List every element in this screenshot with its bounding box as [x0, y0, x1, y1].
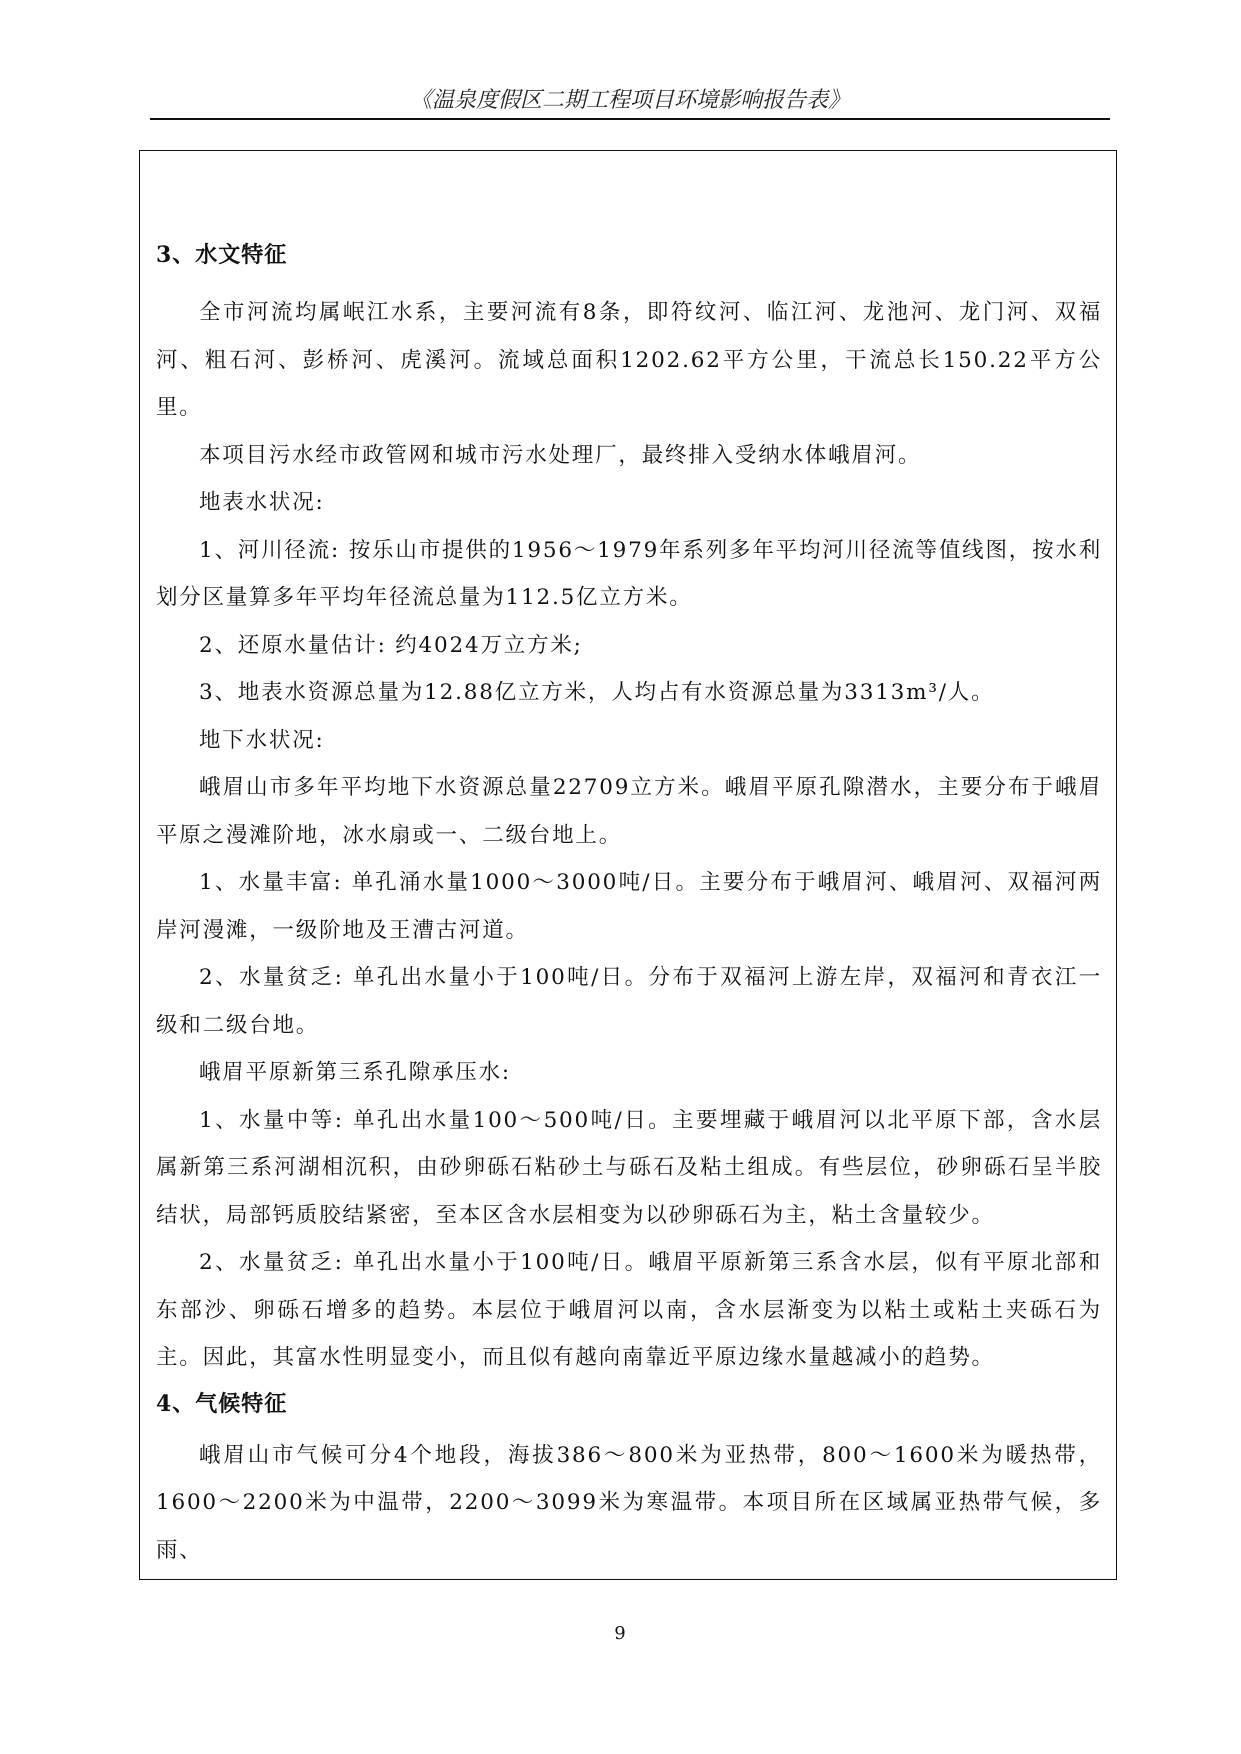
paragraph: 1、水量中等: 单孔出水量100～500吨/日。主要埋藏于峨眉河以北平原下部，含水层属新第三系河湖相沉积，由砂卵砾石粘砂土与砾石及粘土组成。有些层位，砂卵砾石呈半胶结状，局部钙质胶结紧密，至本区含水层相变为以砂卵砾石为主，粘土含量较少。 [156, 1107, 1102, 1228]
paragraph: 峨眉山市多年平均地下水资源总量22709立方米。峨眉平原孔隙潜水，主要分布于峨眉平原之漫滩阶地，冰水扇或一、二级台地上。 [156, 775, 1102, 848]
paragraph: 全市河流均属岷江水系，主要河流有8条，即符纹河、临江河、龙池河、龙门河、双福河、粗石河、彭桥河、虎溪河。流域总面积1202.62平方公里，干流总长150.22平方公里。 [156, 300, 1102, 420]
content-frame [139, 150, 1117, 1580]
paragraph-subheading: 地下水状况: [199, 727, 325, 753]
section-heading-hydrology: 3、水文特征 [156, 242, 288, 268]
paragraph: 3、地表水资源总量为12.88亿立方米，人均占有水资源总量为3313m³/人。 [199, 680, 995, 705]
document-header-title: 《温泉度假区二期工程项目环境影响报告表》 [409, 88, 850, 113]
paragraph-subheading: 峨眉平原新第三系孔隙承压水: [199, 1060, 511, 1085]
paragraph: 2、水量贫乏: 单孔出水量小于100吨/日。分布于双福河上游左岸，双福河和青衣江一级和二级台地。 [156, 965, 1102, 1038]
paragraph: 1、水量丰富: 单孔涌水量1000～3000吨/日。主要分布于峨眉河、峨眉河、双福河两岸河漫滩，一级阶地及王漕古河道。 [156, 870, 1102, 943]
content-body [156, 239, 1102, 1574]
paragraph: 峨眉山市气候可分4个地段，海拔386～800米为亚热带，800～1600米为暖热带，1600～2200米为中温带，2200～3099米为寒温带。本项目所在区域属亚热带气候，多雨、 [156, 1442, 1102, 1563]
section-heading-climate: 4、气候特征 [156, 1390, 288, 1417]
paragraph: 2、水量贫乏: 单孔出水量小于100吨/日。峨眉平原新第三系含水层，似有平原北部和东部沙、卵砾石增多的趋势。本层位于峨眉河以南，含水层渐变为以粘土或粘土夹砾石为主。因此，其富水性明显变小，而且似有越向南靠近平原边缘水量越减小的趋势。 [156, 1250, 1102, 1370]
page-number: 9 [614, 1623, 626, 1644]
header-divider [150, 118, 1110, 120]
paragraph-subheading: 地表水状况: [199, 490, 325, 515]
paragraph: 本项目污水经市政管网和城市污水处理厂，最终排入受纳水体峨眉河。 [199, 442, 922, 468]
paragraph: 2、还原水量估计: 约4024万立方米; [199, 632, 583, 658]
paragraph: 1、河川径流: 按乐山市提供的1956～1979年系列多年平均河川径流等值线图，按水利划分区量算多年平均年径流总量为112.5亿立方米。 [156, 537, 1102, 610]
